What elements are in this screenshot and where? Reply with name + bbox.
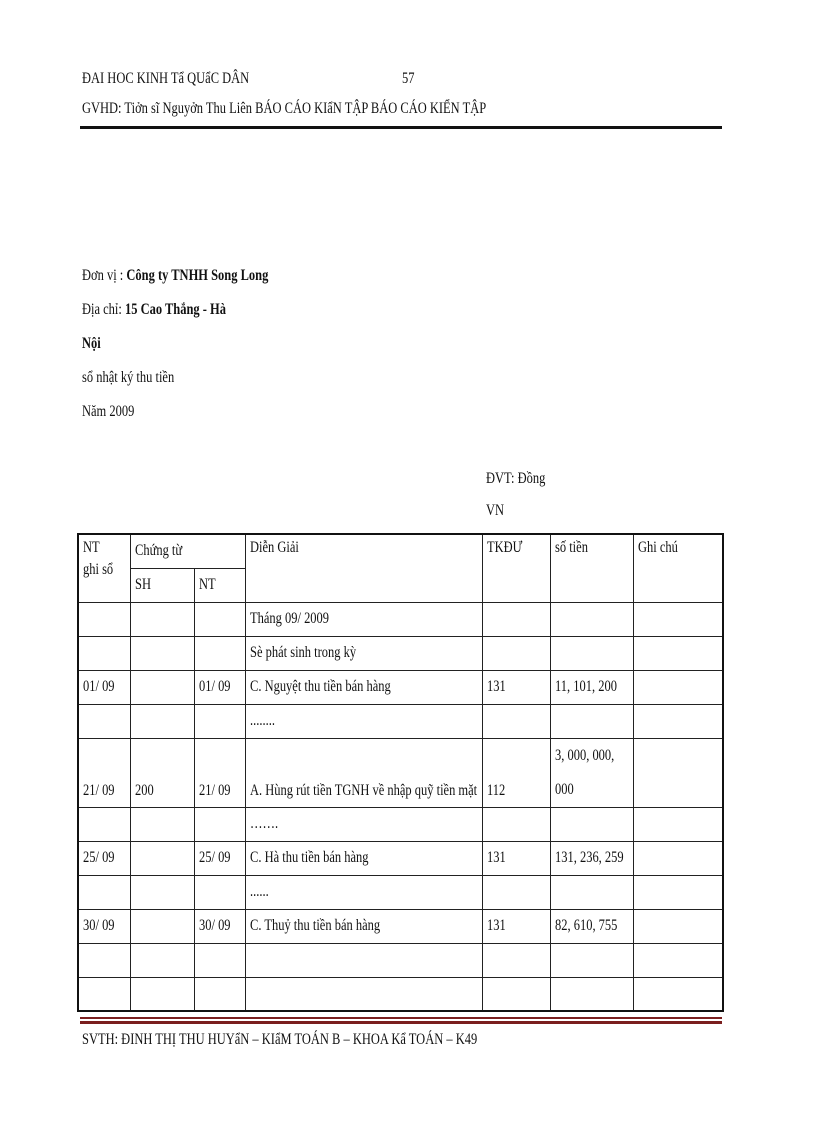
cell-nt (194, 704, 245, 738)
cell-account (482, 704, 550, 738)
cell-account: 131 (482, 909, 550, 943)
cell-sh: 200 (130, 738, 194, 807)
cell-sh (130, 909, 194, 943)
cell-account (482, 943, 550, 977)
ledger-year: Năm 2009 (82, 403, 135, 420)
cell-date: 25/ 09 (78, 841, 130, 875)
cell-date: 01/ 09 (78, 670, 130, 704)
table-row (78, 943, 723, 977)
cell-sh (130, 875, 194, 909)
cell-date: 21/ 09 (78, 738, 130, 807)
cell-date (78, 602, 130, 636)
cell-note (633, 738, 723, 807)
company-address: Địa chỉ: 15 Cao Thắng - Hà (82, 301, 226, 318)
cell-description: C. Hà thu tiền bán hàng (245, 841, 482, 875)
cell-date (78, 704, 130, 738)
cell-description: ……. (245, 807, 482, 841)
cell-description: Sè phát sinh trong kỳ (245, 636, 482, 670)
cell-amount: 131, 236, 259 (550, 841, 633, 875)
header-rule (80, 126, 722, 129)
cell-nt (194, 977, 245, 1011)
header-nt: NT (194, 568, 245, 602)
table-row (78, 602, 723, 636)
header-university: ĐAI HOC KINH Tẩ QUẩC DÂN (82, 70, 250, 87)
footer-rule-top (80, 1017, 722, 1019)
cell-amount (550, 602, 633, 636)
table-row (78, 636, 723, 670)
cell-note (633, 977, 723, 1011)
cell-date (78, 807, 130, 841)
cell-date: 30/ 09 (78, 909, 130, 943)
cell-description: C. Nguyệt thu tiền bán hàng (245, 670, 482, 704)
cell-note (633, 841, 723, 875)
header-report-line: GVHD: Tiởn sĩ Nguyởn Thu Liên BÁO CÁO KIẩN TẬP BÁO CÁO KIỂN TẬP (82, 100, 487, 117)
cell-note (633, 636, 723, 670)
cell-note (633, 807, 723, 841)
cell-sh (130, 943, 194, 977)
footer-rule-bottom (80, 1021, 722, 1024)
ledger-title: sổ nhật ký thu tiền (82, 369, 175, 386)
header-amount: số tiền (550, 534, 633, 602)
cell-note (633, 875, 723, 909)
cell-amount: 11, 101, 200 (550, 670, 633, 704)
cell-account: 112 (482, 738, 550, 807)
cell-account (482, 636, 550, 670)
cell-amount (550, 977, 633, 1011)
cell-account: 131 (482, 670, 550, 704)
table-row (78, 977, 723, 1011)
cell-description: ...... (245, 875, 482, 909)
cell-account (482, 602, 550, 636)
cell-note (633, 670, 723, 704)
cell-nt (194, 807, 245, 841)
cell-account (482, 977, 550, 1011)
cell-account: 131 (482, 841, 550, 875)
cell-description: C. Thuỷ thu tiền bán hàng (245, 909, 482, 943)
cell-description (245, 943, 482, 977)
company-unit: Đơn vị : Công ty TNHH Song Long (82, 267, 269, 284)
cell-sh (130, 807, 194, 841)
cell-nt (194, 602, 245, 636)
header-note: Ghi chú (633, 534, 723, 602)
header-account: TKĐƯ (482, 534, 550, 602)
cell-nt (194, 875, 245, 909)
table-row (78, 670, 723, 704)
cell-note (633, 602, 723, 636)
table-header-row (78, 534, 723, 568)
unit-note-line1: ĐVT: Đồng (486, 470, 546, 487)
cell-date (78, 875, 130, 909)
cell-date (78, 636, 130, 670)
table-row (78, 875, 723, 909)
cell-description: ........ (245, 704, 482, 738)
cell-note (633, 943, 723, 977)
cell-amount: 82, 610, 755 (550, 909, 633, 943)
page-number: 57 (402, 70, 415, 87)
table-row (78, 807, 723, 841)
cell-date (78, 977, 130, 1011)
cell-amount: 3, 000, 000, 000 (550, 738, 633, 807)
cell-date (78, 943, 130, 977)
cell-nt (194, 636, 245, 670)
cell-amount (550, 636, 633, 670)
cell-description: A. Hùng rút tiền TGNH về nhập quỹ tiền mặt (245, 738, 482, 807)
cell-sh (130, 670, 194, 704)
cell-amount (550, 807, 633, 841)
table-row (78, 841, 723, 875)
cell-nt: 25/ 09 (194, 841, 245, 875)
cash-receipts-journal-table (77, 533, 724, 1012)
cell-sh (130, 841, 194, 875)
header-voucher: Chứng từ (130, 534, 245, 568)
header-sh: SH (130, 568, 194, 602)
table-row (78, 704, 723, 738)
unit-note-line2: VN (486, 502, 505, 519)
cell-nt: 21/ 09 (194, 738, 245, 807)
table-row (78, 738, 723, 807)
cell-note (633, 909, 723, 943)
cell-account (482, 807, 550, 841)
cell-note (633, 704, 723, 738)
cell-description (245, 977, 482, 1011)
table-row (78, 909, 723, 943)
cell-description: Tháng 09/ 2009 (245, 602, 482, 636)
cell-sh (130, 977, 194, 1011)
header-nt-ghi-so: NT ghi sổ (78, 534, 130, 602)
cell-amount (550, 875, 633, 909)
cell-amount (550, 943, 633, 977)
cell-nt (194, 943, 245, 977)
cell-nt: 01/ 09 (194, 670, 245, 704)
cell-amount (550, 704, 633, 738)
cell-nt: 30/ 09 (194, 909, 245, 943)
cell-account (482, 875, 550, 909)
cell-sh (130, 636, 194, 670)
company-address-cont: Nội (82, 335, 101, 352)
footer-student-line: SVTH: ĐINH THỊ THU HUYẩN – KIẩM TOÁN B – KHOA Kẩ TOÁN – K49 (82, 1031, 478, 1048)
cell-sh (130, 602, 194, 636)
cell-sh (130, 704, 194, 738)
header-description: Diễn Giải (245, 534, 482, 602)
